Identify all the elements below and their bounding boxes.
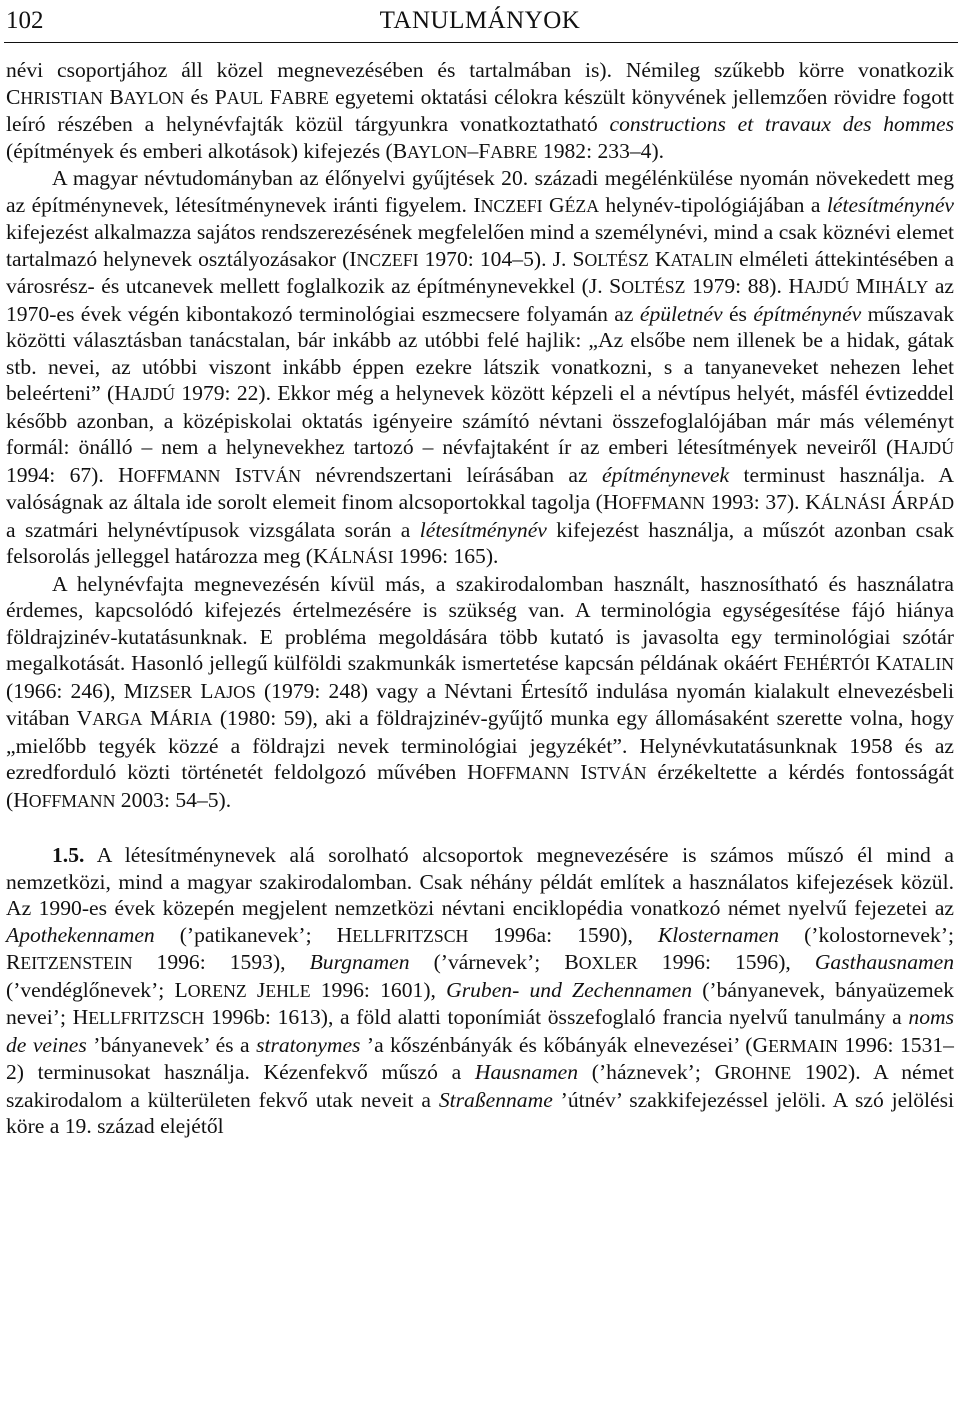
small-caps-name: ERMAIN [768,1035,838,1056]
paragraph [6,57,954,165]
text-run: (építmények és emberi alkotások) kifejezés (B [6,138,408,163]
text-run: egyetemi oktatási célokra készült könyvének jellemzően rövidre fogott leíró részében a helynévfajták közül tárgyunkra vonatkoztatható [6,84,954,136]
italic-term: constructions et travaux des hommes [609,112,954,136]
italic-term: létesítménynév [826,192,954,217]
small-caps-name: ABRE [281,87,329,108]
text-run: 1993: 37). K [705,490,821,514]
small-caps-name: ROHNE [730,1063,792,1083]
text-run: L [192,678,214,703]
text-run: (1979: 248) vagy a Névtani Értesítő indulása nyomán kialakult elnevezésbeli vitában V [6,678,954,730]
text-run: az 1970-es évek végén kibontakozó terminológiai eszmecsere folyamán az [6,274,954,326]
text-run: –F [467,138,491,163]
text-run: M [849,274,875,298]
text-run: helynév-tipológiájában a [598,192,827,217]
text-run: műszavak közötti választásban tanácstalan, bár inkább az utóbbi felé hajlik: „Az elsőbe nem illenek be a hidak, gátak stb. nevei, az utóbbi viszont inkább éppen ezekre látszik vonatkozni, s a tanyaneveket nehezen lehet beleérteni” (H [6,301,954,405]
small-caps-name: HRISTIAN [20,87,104,108]
page-number: 102 [6,7,44,34]
italic-term: létesítménynév [419,517,547,542]
text-run: Á [885,490,907,514]
paragraph [6,571,954,815]
small-caps-name: NCZEFI [480,195,543,216]
italic-term: noms de veines [6,1005,954,1057]
text-run: (1980: 59), aki a földrajzinév-gyűjtő munka egy állomásaként szerette volna, hogy „mielőbb tegyék közzé a földrajzi nevek terminológiai jegyzékét”. Helynévkutatásunknak 1958 és az ezredforduló közti történetét feldolgozó művében H [6,706,954,784]
text-run: 1979: 88). H [685,274,805,298]
text-run: 1979: 22). Ekkor még a helynevek között képzeli el a névtípus helyét, másfél évtizeddel később azonban, a középiskolai oktatás igényeire számító névtani összefoglalójában már más véleményt formál: önálló – nem a helynevekhez tartozó – névfajtaként ír az emberi létesítmények neveiről (H [6,381,955,459]
section-gap [6,814,954,842]
small-caps-name: ARGA [92,709,143,729]
text-run: 1982: 233–4). [537,138,665,163]
paragraph [6,842,954,1140]
small-caps-name: AUL [226,87,264,108]
small-caps-name: AJOS [213,681,256,702]
small-caps-name: STVÁN [587,763,647,783]
text-run: (’háznevek’; G [578,1060,731,1084]
small-caps-name: EITZENSTEIN [20,953,133,973]
small-caps-name: OFFMANN [618,493,706,513]
small-caps-name: OLTÉSZ [584,249,649,270]
text-run: a szatmári helynévtípusok vizsgálata során a [6,517,420,542]
italic-term: Hausnamen [474,1060,579,1084]
text-run: 1902). A német szakirodalom a külterületen fekvő utak neveit a [6,1060,954,1112]
small-caps-name: OXLER [578,953,638,973]
small-caps-name: ELLFRITZSCH [88,1008,205,1028]
small-caps-name: OFFMANN [482,763,570,783]
text-run: 1994: 67). H [6,462,134,487]
text-run: és [722,301,754,326]
small-caps-name: AYLON [407,141,468,162]
text-run: érzékeltette a kérdés fontosságát (H [6,760,954,812]
small-caps-name: STVÁN [241,465,301,486]
text-run: (’kolostornevek’; R [6,922,955,974]
header-rule [4,42,958,43]
body-text [6,57,954,1140]
italic-term: Burgnamen [309,950,410,974]
text-run: terminust használja. A valóságnak az általa ide sorolt elemeit finom alcsoportokkal tagolja (H [6,462,954,514]
text-run: kifejezést használja, a műszót azonban csak felsorolás jelleggel határozza meg (K [6,517,954,568]
text-run: ’útnév’ szakkifejezéssel jelöli. A szó jelölési köre a 19. század elejétől [6,1087,954,1138]
small-caps-name: AJDÚ [129,384,176,404]
text-run: névi csoportjához áll közel megnevezésében és tartalmában is). Némileg szűkebb körre vonatkozik C [6,58,954,109]
text-run: A magyar névtudományban az élőnyelvi gyűjtések 20. századi megélénkülése nyomán növekedett meg az építménynevek, létesítménynevek iránti figyelem. I [6,166,954,217]
text-run: 1970: 104–5). J. S [418,246,585,271]
text-run: I [220,462,242,487]
small-caps-name: EHLE [265,980,311,1001]
small-caps-name: AJDÚ [804,277,850,297]
text-run: K [870,651,892,675]
italic-term: építménynév [753,301,862,326]
text-run: 1996: 1531–2) terminusokat használja. Kézenfekvő műszó a [6,1032,954,1084]
italic-term: épületnév [639,301,723,326]
small-caps-name: ATALIN [670,249,733,270]
text-run: B [103,84,124,109]
text-run: 1996: 1601), [310,977,447,1002]
text-run: F [263,84,282,109]
text-run: ’bányanevek’ és a [86,1032,257,1057]
italic-term: Gasthausnamen [814,950,954,974]
text-run: 1996: 1593), [132,950,310,974]
small-caps-name: ÁLNÁSI [820,493,886,513]
small-caps-name: ORENZ [187,980,247,1001]
text-run: A létesítménynevek alá sorolható alcsoportok megnevezésére is számos műszó él mind a nemzetközi, mind a magyar szakirodalomban. Csak néhány példát említek a használatos kifejezések közül. Az 1990-es évek közepén megjelent nemzetközi névtani enciklopédia vonatkozó német nyelvű fejezetei az [6,843,954,920]
text-run: (’bányanevek, bányaüzemek nevei’; H [6,977,954,1029]
small-caps-name: RPÁD [906,493,954,513]
text-run: névrendszertani leírásában az [300,462,602,487]
small-caps-name: AJDÚ [908,438,954,458]
small-caps-name: IZSER [142,681,193,702]
text-run: 1996b: 1613), a föld alatti toponímiát összefoglaló francia nyelvű tanulmány a [204,1005,909,1029]
text-run: kifejezést alkalmazza sajátos rendszerezésének megfelelően mind a személynévi, mind a csak köznévi elemet tartalmazó helynevek osztályozásakor (I [6,220,954,271]
text-run: (’várnevek’; B [409,950,579,974]
small-caps-name: OLTÉSZ [621,277,686,297]
text-run: 1996a: 1590), [468,922,658,947]
small-caps-name: OFFMANN [133,465,221,486]
text-run: 2003: 54–5). [115,787,232,812]
text-run: I [569,760,588,784]
section-title: TANULMÁNYOK [379,7,581,34]
small-caps-name: ATALIN [891,654,954,674]
small-caps-name: ÉZA [564,195,599,216]
text-run: (1966: 246), M [6,678,143,703]
paragraph [6,165,954,571]
text-run: (’patikanevek’; H [154,922,353,947]
text-run: 1996: 1596), [637,950,815,974]
text-run: 1996: 165). [393,544,499,568]
text-run: (’vendéglőnevek’; L [6,977,188,1002]
text-run: elméleti áttekintésében a városrész- és utcanevek mellett foglalkozik az építménynevekkel (J. S [6,246,954,298]
italic-term: Apothekennamen [6,922,155,947]
text-run: K [648,246,671,271]
italic-term: Klosternamen [657,922,780,947]
small-caps-name: NCZEFI [356,249,419,270]
text-run: ’a kőszénbányák és kőbányák elnevezései’ (G [360,1032,769,1057]
italic-term: Straßenname [438,1087,553,1112]
text-run: és P [184,84,227,109]
italic-term: Gruben- und Zechennamen [446,977,692,1002]
italic-term: építménynevek [602,462,730,487]
small-caps-name: ABRE [490,141,538,162]
italic-term: stratonymes [256,1032,361,1057]
running-header [4,4,956,38]
section-number: 1.5. [52,843,85,867]
small-caps-name: ÁLNÁSI [328,547,394,567]
small-caps-name: AYLON [123,87,185,108]
text-run: M [142,706,170,730]
small-caps-name: EHÉRTÓI [795,654,871,674]
small-caps-name: ÁRIA [169,709,213,729]
text-run: G [542,192,565,217]
small-caps-name: IHÁLY [875,277,929,297]
text-run: A helynévfajta megnevezésén kívül más, a szakirodalomban használt, hasznosítható és használatra érdemes, kapcsolódó kifejezés értelmezésére is szükség van. A terminológia egységesítése fájó hiánya földrajzinév-kutatásunknak. E probléma megoldására több kutató is javasolta egy terminológiai szótár megalkotását. Hasonló jellegű külföldi szakmunkák ismertetése kapcsán példának okáért F [6,571,954,675]
small-caps-name: ELLFRITZSCH [352,925,469,946]
text-run: J [246,977,266,1002]
small-caps-name: OFFMANN [28,790,116,811]
